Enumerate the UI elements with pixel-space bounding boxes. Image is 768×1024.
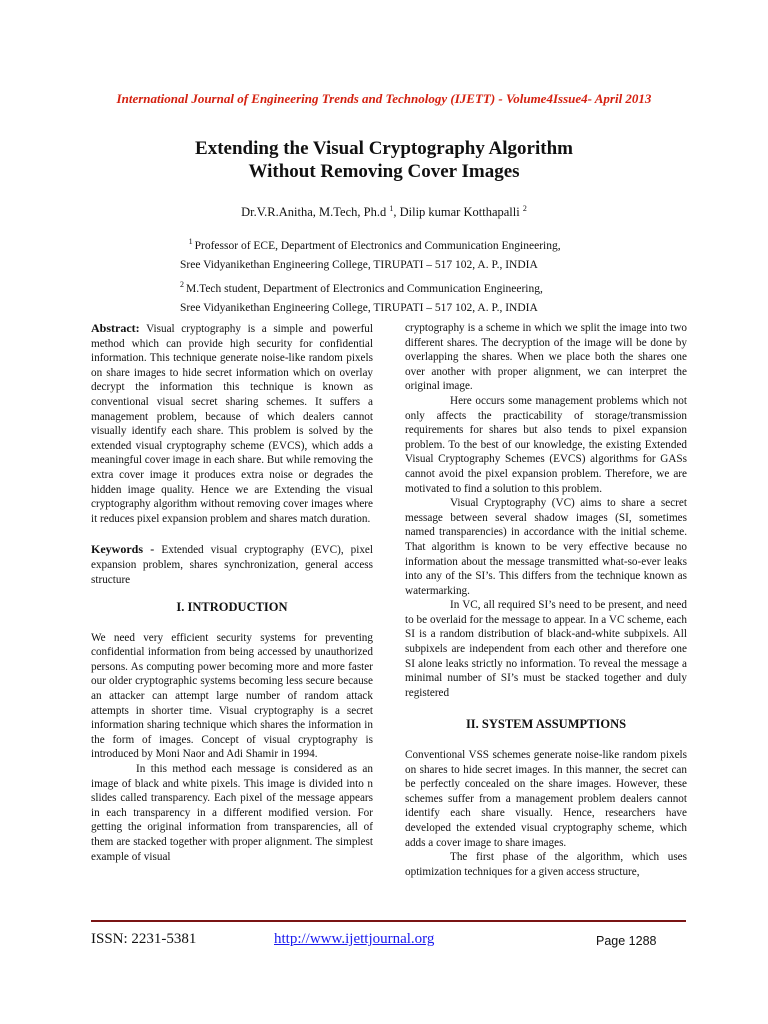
keywords-label: Keywords - [91,542,162,557]
intro-paragraph-2: In this method each message is considered as an image of black and white pixels. This image is divided into n slides called transparency. Each pixel of the message appears in each transparency in a different modified version. For getting the original information from transparencies, all of them are stacked together with proper alignment. The simplest example of visual [91,763,373,863]
left-column [91,321,373,864]
title-line-1: Extending the Visual Cryptography Algorithm [195,138,573,159]
intro-paragraph-1: We need very efficient security systems for preventing confidential information from being accessed by unauthorized persons. As computing power becoming more and more faster our older cryptographic systems becoming less secure because an attacker can attempt large number of random attack attempts in shorter time. Visual cryptography is a secret information sharing technique which shares the information in the form of images. Concept of visual cryptography is introduced by Moni Naor and Adi Shamir in 1994. [91,631,373,761]
affiliation-line-2: Sree Vidyanikethan Engineering College, TIRUPATI – 517 102, A. P., INDIA [180,258,538,271]
affiliation-line-3: $^2$ M.Tech student, Department of Electronics and Communication Engineering, [180,279,543,295]
abstract-label: Abstract: [91,321,140,335]
journal-url-link[interactable]: http://www.ijettjournal.org [274,931,435,947]
assumptions-paragraph-1: Conventional VSS schemes generate noise-like random pixels on shares to hide secret images. In this manner, the secret can be perfectly concealed on the share images. However, these schemes suffer from a management problem dealers cannot identify each share visually. Hence, researchers have developed the extended visual cryptography scheme, which adds a cover image to share images. [405,749,687,849]
author-2-sup: 2 [522,204,527,213]
assumptions-paragraph-2: The first phase of the algorithm, which uses optimization techniques for a given access structure, [405,851,687,878]
keywords-text: Extended visual cryptography (EVC), pixel expansion problem, shares synchronization, general access structure [91,544,373,586]
intro-paragraph-6: In VC, all required SI’s need to be present, and need to be overlaid for the message to appear. In a VC scheme, each SI is a random distribution of black-and-white subpixels. All subpixels are independent from each other and therefore one SI alone leaks strictly no information. To reveal the message a minimal number of SI’s must be stacked together and duly registered [405,599,687,699]
intro-paragraph-3: cryptography is a scheme in which we split the image into two different shares. The decryption of the image will be done by overlapping the shares. When we place both the shares one over another with proper alignment, we can interpret the original image. [405,322,687,393]
section-heading-system-assumptions: II. SYSTEM ASSUMPTIONS [465,717,627,732]
affiliation-line-4: Sree Vidyanikethan Engineering College, TIRUPATI – 517 102, A. P., INDIA [180,301,538,314]
right-column [405,321,687,879]
intro-paragraph-5: Visual Cryptography (VC) aims to share a secret message between several shadow images (SI, sometimes named transparencies) in accordance with the initial scheme. That algorithm is known to be very effective because no information about the message transmitted what-so-ever leaks into any of the SI’s. This differs from the technique known as watermarking. [405,497,687,597]
affiliation-line-1: $^1$ Professor of ECE, Department of Electronics and Communication Engineering, [188,237,561,252]
title-line-2: Without Removing Cover Images [248,161,520,182]
paper-title [0,137,768,183]
author-1: Dr.V.R.Anitha, M.Tech, Ph.d [241,205,390,220]
footer-issn: ISSN: 2231-5381 [91,931,197,947]
affiliations [180,232,620,318]
journal-header: International Journal of Engineering Trends and Technology (IJETT) - Volume4Issue4- April 2013 [116,91,652,106]
author-1-sup: 1 [389,204,394,213]
intro-paragraph-4: Here occurs some management problems which not only affects the practicability of storage/transmission requirements for shares but also tends to pixel expansion problem. To the best of our knowledge, the existing Extended Visual Cryptography Schemes (EVCS) algorithms for GASs cannot avoid the pixel expansion problem. Therefore, we are motivated to find a solution to this problem. [405,394,687,495]
keywords [91,542,373,587]
abstract-text: Visual cryptography is a simple and powerful method which can provide high security for confidential information. This technique generate noise-like random pixels on share images to hide secret information which on overlay decrypt the information this technique is known as conventional visual secret sharing schemes. It suffers a management problem, because of which dealers cannot visually identify each share. This problem is solved by the extended visual cryptography scheme (EVCS), which adds a meaningful cover image in each share. But while removing the extra cover image it produces extra noise or degrades the hidden image quality. Hence we are Extending the visual cryptography algorithm without removing cover images where it reduces pixel expansion problem and shares match duration. [91,323,373,525]
abstract [91,321,373,526]
author-separator: , [393,205,400,220]
author-line [0,204,768,220]
page-number: Page 1288 [596,934,657,948]
footer-rule [91,920,686,922]
affiliation-sup-1: 1 [188,237,195,246]
affiliation-sup-2: 2 [180,279,186,289]
section-heading-introduction: I. INTRODUCTION [176,600,288,615]
author-2: Dilip kumar Kotthapalli [399,205,523,220]
